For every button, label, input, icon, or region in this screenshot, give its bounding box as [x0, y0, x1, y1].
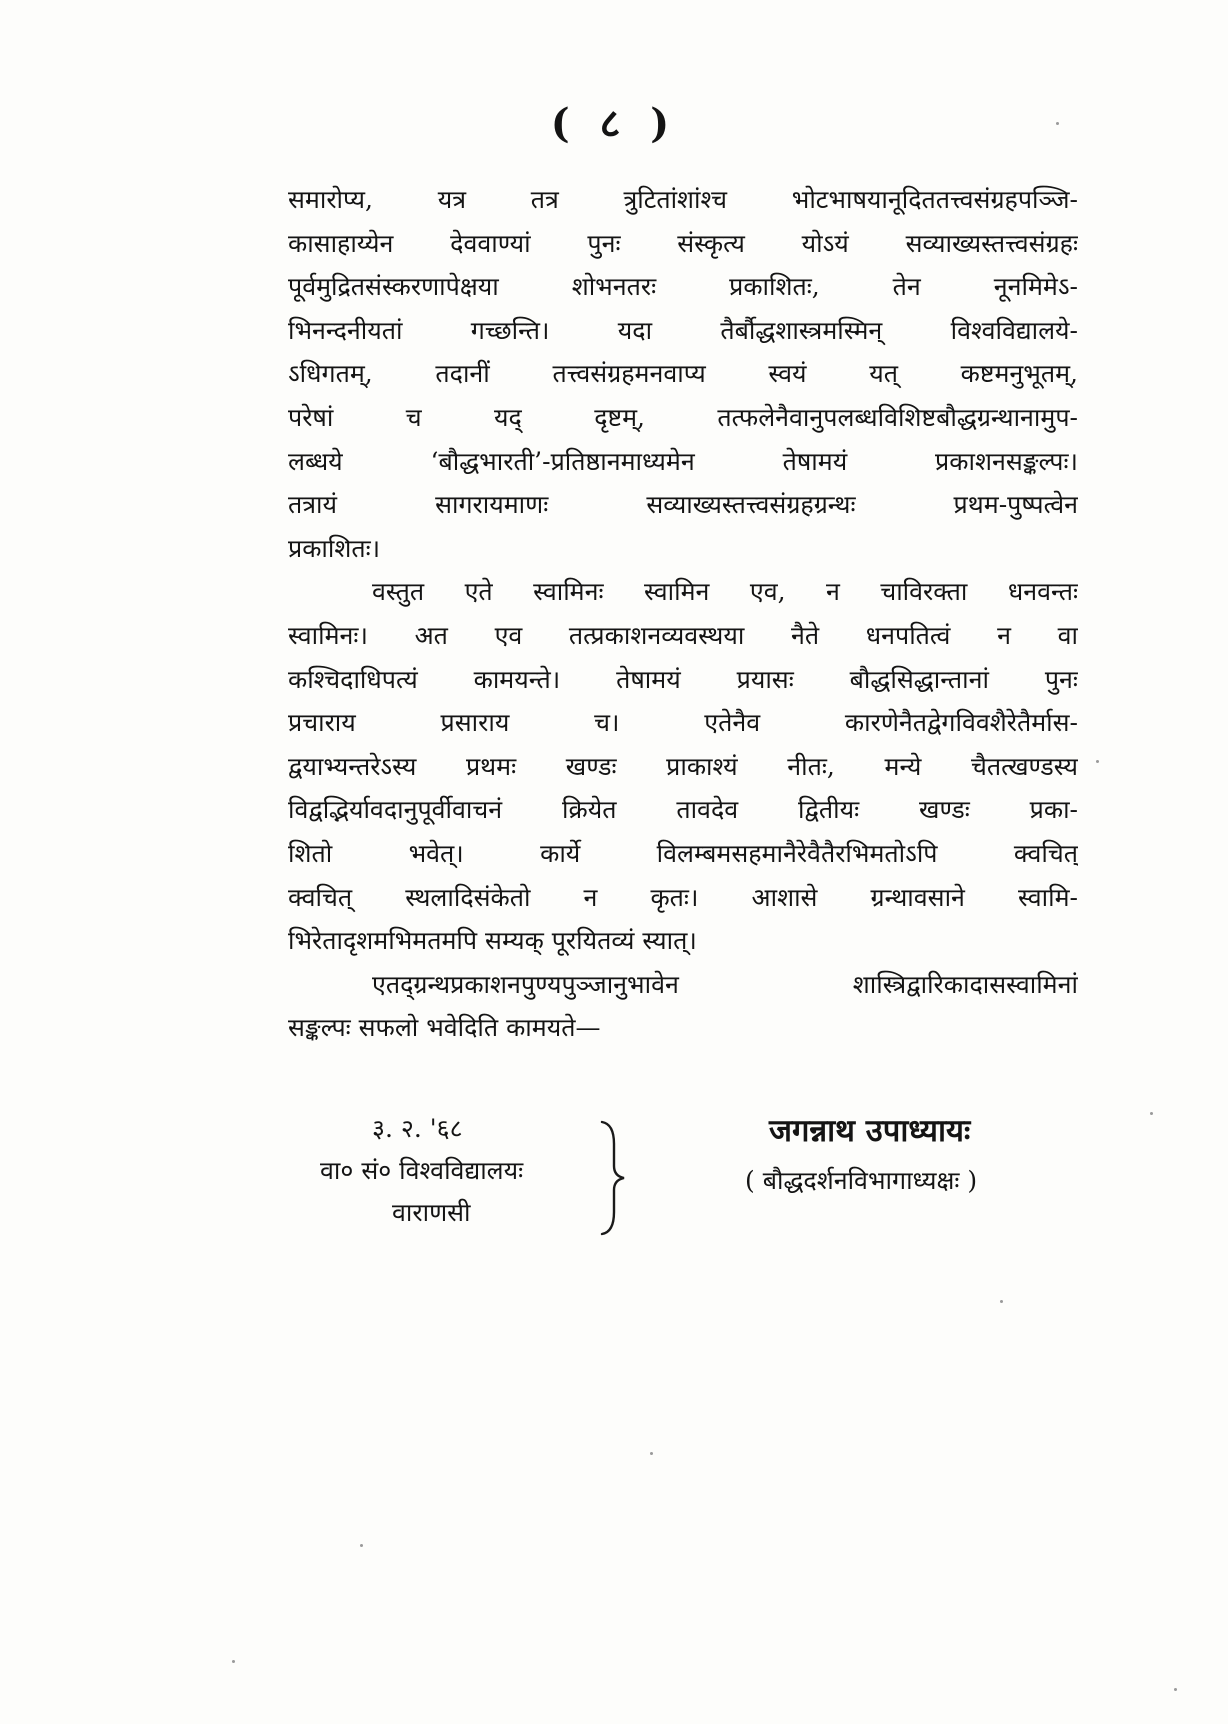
author-department: ( बौद्धदर्शनविभागाध्यक्षः ) [745, 1166, 978, 1195]
paragraph-2 [288, 570, 1078, 962]
text-line: प्रकाशितः। [288, 533, 381, 563]
scan-speck [1174, 1688, 1177, 1691]
scan-speck [360, 1544, 363, 1547]
text-line: कश्चिदाधिपत्यं कामयन्ते। तेषामयं प्रयासः बौद्धसिद्धान्तानां पुनः [288, 664, 1078, 694]
text-line: विद्वद्भिर्यावदानुपूर्वीवाचनं क्रियेत तावदेव द्वितीयः खण्डः प्रका- [288, 795, 1078, 825]
text-line: तत्रायं सागरायमाणः सव्याख्यस्तत्त्वसंग्रहग्रन्थः प्रथम-पुष्पत्वेन [288, 490, 1078, 520]
signature-university: वा० सं० विश्वविद्यालयः [320, 1156, 524, 1185]
scan-speck [1150, 1112, 1153, 1115]
signature-author [745, 1106, 1085, 1206]
text-line: ऽधिगतम्, तदानीं तत्त्वसंग्रहमनवाप्य स्वयं यत् कष्टमनुभूतम्, [288, 359, 1078, 389]
text-line: कासाहाय्येन देववाण्यां पुनः संस्कृत्य योऽयं सव्याख्यस्तत्त्वसंग्रहः [288, 228, 1078, 258]
signature-city: वाराणसी [392, 1198, 471, 1227]
paragraph-3 [288, 963, 1078, 1050]
text-line: स्वामिनः। अत एव तत्प्रकाशनव्यवस्थया नैते धनपतित्वं न वा [288, 620, 1078, 650]
scan-speck [1096, 760, 1099, 763]
body-text [288, 178, 1078, 1050]
text-line: शितो भवेत्। कार्ये विलम्बमसहमानैरेवैतैरभिमतोऽपि क्वचित् [288, 838, 1078, 868]
text-line: एतद्ग्रन्थप्रकाशनपुण्यपुञ्जानुभावेन शास्त्रिद्वारिकादासस्वामिनां [372, 969, 1078, 999]
text-line: द्वयाभ्यन्तरेऽस्य प्रथमः खण्डः प्राकाश्यं नीतः, मन्ये चैतत्खण्डस्य [288, 751, 1078, 781]
right-brace-icon [598, 1118, 628, 1238]
scan-speck [1056, 122, 1059, 125]
text-line: परेषां च यद् दृष्टम्, तत्फलेनैवानुपलब्धविशिष्टबौद्धग्रन्थानामुप- [288, 402, 1078, 432]
scan-speck [232, 1660, 235, 1663]
signature-place-date [320, 1108, 620, 1234]
scan-speck [1000, 1300, 1003, 1303]
text-line: वस्तुत एते स्वामिनः स्वामिन एव, न चाविरक्ता धनवन्तः [372, 577, 1078, 607]
page-number: ( ८ ) [550, 100, 678, 147]
text-line: लब्धये ‘बौद्धभारती’-प्रतिष्ठानमाध्यमेन तेषामयं प्रकाशनसङ्कल्पः। [288, 446, 1078, 476]
author-name: जगन्नाथ उपाध्यायः [769, 1113, 971, 1149]
text-line: समारोप्य, यत्र तत्र त्रुटितांशांश्च भोटभाषयानूदिततत्त्वसंग्रहपञ्जि- [288, 185, 1078, 214]
text-line: भिनन्दनीयतां गच्छन्ति। यदा तैर्बौद्धशास्त्रमस्मिन् विश्वविद्यालये- [288, 315, 1078, 345]
paragraph-1 [288, 178, 1078, 570]
text-line: सङ्कल्पः सफलो भवेदिति कामयते— [288, 1013, 601, 1043]
text-line: पूर्वमुद्रितसंस्करणापेक्षया शोभनतरः प्रकाशितः, तेन नूनमिमेऽ- [288, 272, 1078, 302]
text-line: भिरेतादृशमभिमतमपि सम्यक् पूरयितव्यं स्यात्। [288, 926, 697, 956]
text-line: प्रचाराय प्रसाराय च। एतेनैव कारणेनैतद्वेगविवशैरेतैर्मास- [288, 708, 1078, 738]
signature-date: ३. २. '६८ [372, 1114, 463, 1143]
scan-speck [650, 1452, 653, 1455]
text-line: क्वचित् स्थलादिसंकेतो न कृतः। आशासे ग्रन्थावसाने स्वामि- [288, 882, 1078, 912]
